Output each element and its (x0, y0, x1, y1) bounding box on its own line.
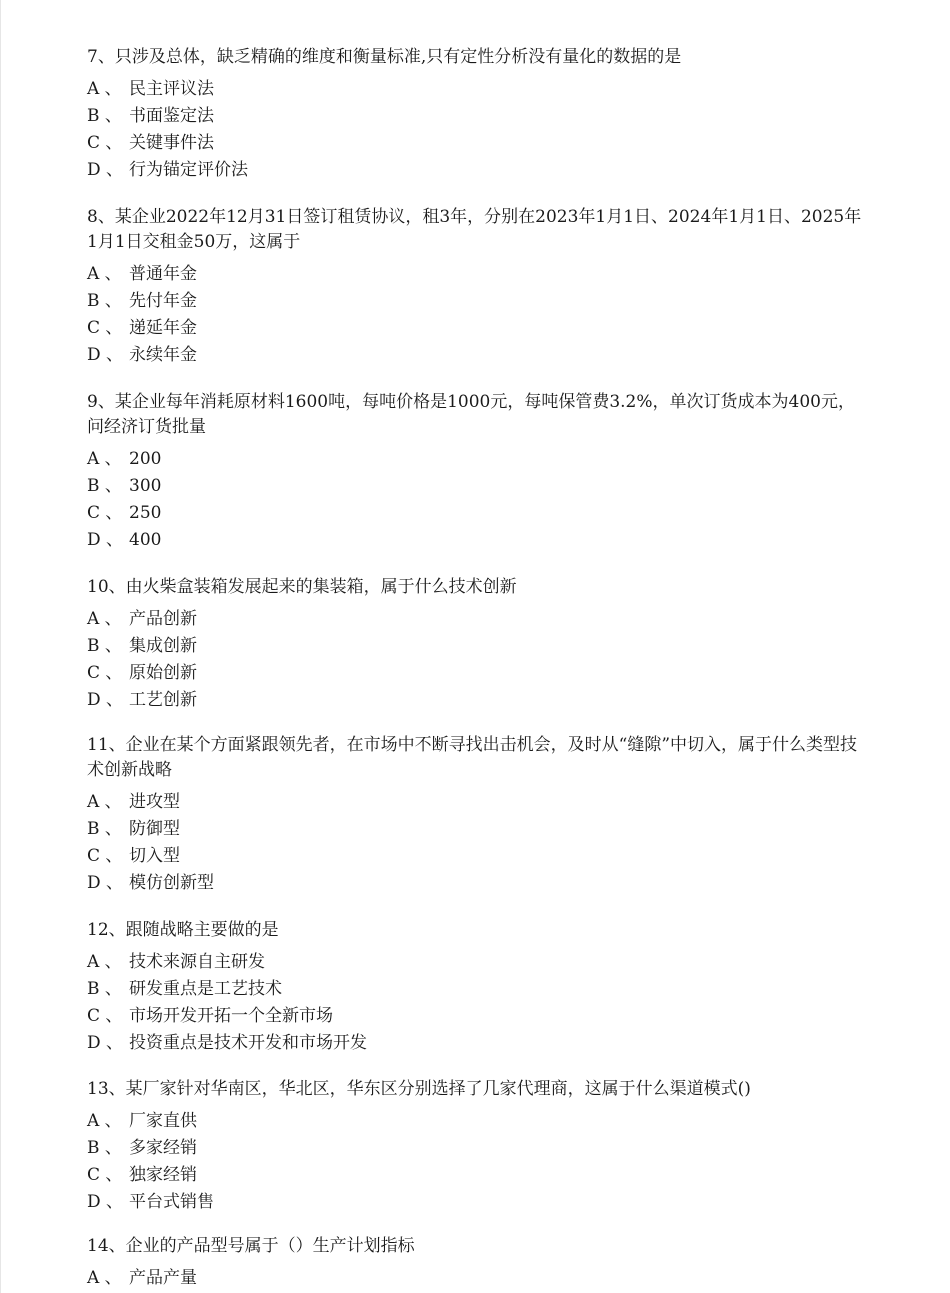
question-stem: 11、企业在某个方面紧跟领先者，在市场中不断寻找出击机会，及时从“缝隙”中切入，属于什么类型技术创新战略 (87, 735, 858, 780)
option-letter: B 、 (87, 106, 122, 126)
question-9 (87, 390, 867, 554)
option-letter: C 、 (87, 133, 123, 153)
option-text: 递延年金 (129, 318, 197, 338)
option-letter: B 、 (87, 1138, 122, 1158)
option-text: 多家经销 (129, 1138, 197, 1158)
option-text: 防御型 (129, 819, 180, 839)
question-stem: 12、跟随战略主要做的是 (87, 920, 279, 940)
question-stem: 9、某企业每年消耗原材料1600吨，每吨价格是1000元，每吨保管费3.2%，单次订货成本为400元，问经济订货批量 (87, 392, 855, 437)
option-text: 平台式销售 (129, 1192, 214, 1212)
option-c (87, 843, 867, 870)
option-letter: B 、 (87, 476, 122, 496)
option-b (87, 288, 867, 315)
option-letter: A 、 (87, 449, 122, 469)
option-letter: A 、 (87, 1268, 122, 1288)
option-a (87, 1265, 867, 1292)
option-text: 模仿创新型 (129, 873, 214, 893)
question-12 (87, 918, 867, 1057)
option-text: 进攻型 (129, 792, 180, 812)
option-letter: B 、 (87, 979, 122, 999)
option-letter: A 、 (87, 79, 122, 99)
option-b (87, 473, 867, 500)
option-letter: A 、 (87, 1111, 122, 1131)
option-c (87, 315, 867, 342)
option-letter: B 、 (87, 819, 122, 839)
option-text: 切入型 (129, 846, 180, 866)
option-letter: C 、 (87, 318, 123, 338)
option-a (87, 446, 867, 473)
option-letter: C 、 (87, 663, 123, 683)
option-c (87, 660, 867, 687)
question-stem: 14、企业的产品型号属于（）生产计划指标 (87, 1236, 415, 1256)
option-text: 先付年金 (129, 291, 197, 311)
option-text: 行为锚定评价法 (129, 160, 248, 180)
option-letter: D 、 (87, 530, 124, 550)
option-letter: D 、 (87, 690, 124, 710)
option-d (87, 1030, 867, 1057)
option-c (87, 500, 867, 527)
option-letter: C 、 (87, 503, 123, 523)
option-c (87, 1162, 867, 1189)
option-letter: A 、 (87, 264, 122, 284)
option-d (87, 687, 867, 714)
option-text: 厂家直供 (129, 1111, 197, 1131)
option-letter: A 、 (87, 952, 122, 972)
option-b (87, 816, 867, 843)
option-a (87, 1108, 867, 1135)
question-stem: 7、只涉及总体，缺乏精确的维度和衡量标准,只有定性分析没有量化的数据的是 (87, 47, 682, 67)
option-a (87, 76, 867, 103)
question-8 (87, 205, 867, 369)
option-c (87, 130, 867, 157)
option-text: 市场开发开拓一个全新市场 (129, 1006, 333, 1026)
option-letter: A 、 (87, 609, 122, 629)
question-stem: 10、由火柴盒装箱发展起来的集装箱，属于什么技术创新 (87, 577, 517, 597)
option-letter: C 、 (87, 1006, 123, 1026)
option-text: 原始创新 (129, 663, 197, 683)
option-text: 产品产量 (129, 1268, 197, 1288)
option-text: 永续年金 (129, 345, 197, 365)
option-a (87, 789, 867, 816)
option-letter: B 、 (87, 291, 122, 311)
option-text: 300 (129, 476, 162, 496)
option-c (87, 1003, 867, 1030)
option-text: 产品创新 (129, 609, 197, 629)
option-letter: B 、 (87, 636, 122, 656)
question-14 (87, 1234, 867, 1292)
question-13 (87, 1077, 867, 1216)
option-text: 普通年金 (129, 264, 197, 284)
option-text: 关键事件法 (129, 133, 214, 153)
option-letter: D 、 (87, 873, 124, 893)
option-letter: D 、 (87, 160, 124, 180)
question-stem: 13、某厂家针对华南区，华北区，华东区分别选择了几家代理商，这属于什么渠道模式() (87, 1079, 751, 1099)
question-11 (87, 733, 867, 897)
option-letter: D 、 (87, 345, 124, 365)
option-text: 集成创新 (129, 636, 197, 656)
option-text: 250 (129, 503, 162, 523)
option-d (87, 870, 867, 897)
option-letter: D 、 (87, 1033, 124, 1053)
option-text: 独家经销 (129, 1165, 197, 1185)
option-b (87, 1135, 867, 1162)
option-b (87, 976, 867, 1003)
option-d (87, 527, 867, 554)
option-letter: D 、 (87, 1192, 124, 1212)
question-7 (87, 45, 867, 184)
option-letter: A 、 (87, 792, 122, 812)
option-text: 技术来源自主研发 (129, 952, 265, 972)
question-10 (87, 575, 867, 714)
option-text: 工艺创新 (129, 690, 197, 710)
option-text: 200 (129, 449, 162, 469)
option-b (87, 103, 867, 130)
option-letter: C 、 (87, 846, 123, 866)
option-text: 投资重点是技术开发和市场开发 (129, 1033, 367, 1053)
question-stem: 8、某企业2022年12月31日签订租赁协议，租3年，分别在2023年1月1日、2024年1月1日、2025年1月1日交租金50万，这属于 (87, 207, 862, 252)
option-text: 书面鉴定法 (129, 106, 214, 126)
option-d (87, 1189, 867, 1216)
option-a (87, 606, 867, 633)
option-a (87, 261, 867, 288)
option-text: 研发重点是工艺技术 (129, 979, 282, 999)
option-d (87, 342, 867, 369)
option-text: 400 (129, 530, 162, 550)
option-a (87, 949, 867, 976)
option-text: 民主评议法 (129, 79, 214, 99)
option-d (87, 157, 867, 184)
option-b (87, 633, 867, 660)
option-letter: C 、 (87, 1165, 123, 1185)
